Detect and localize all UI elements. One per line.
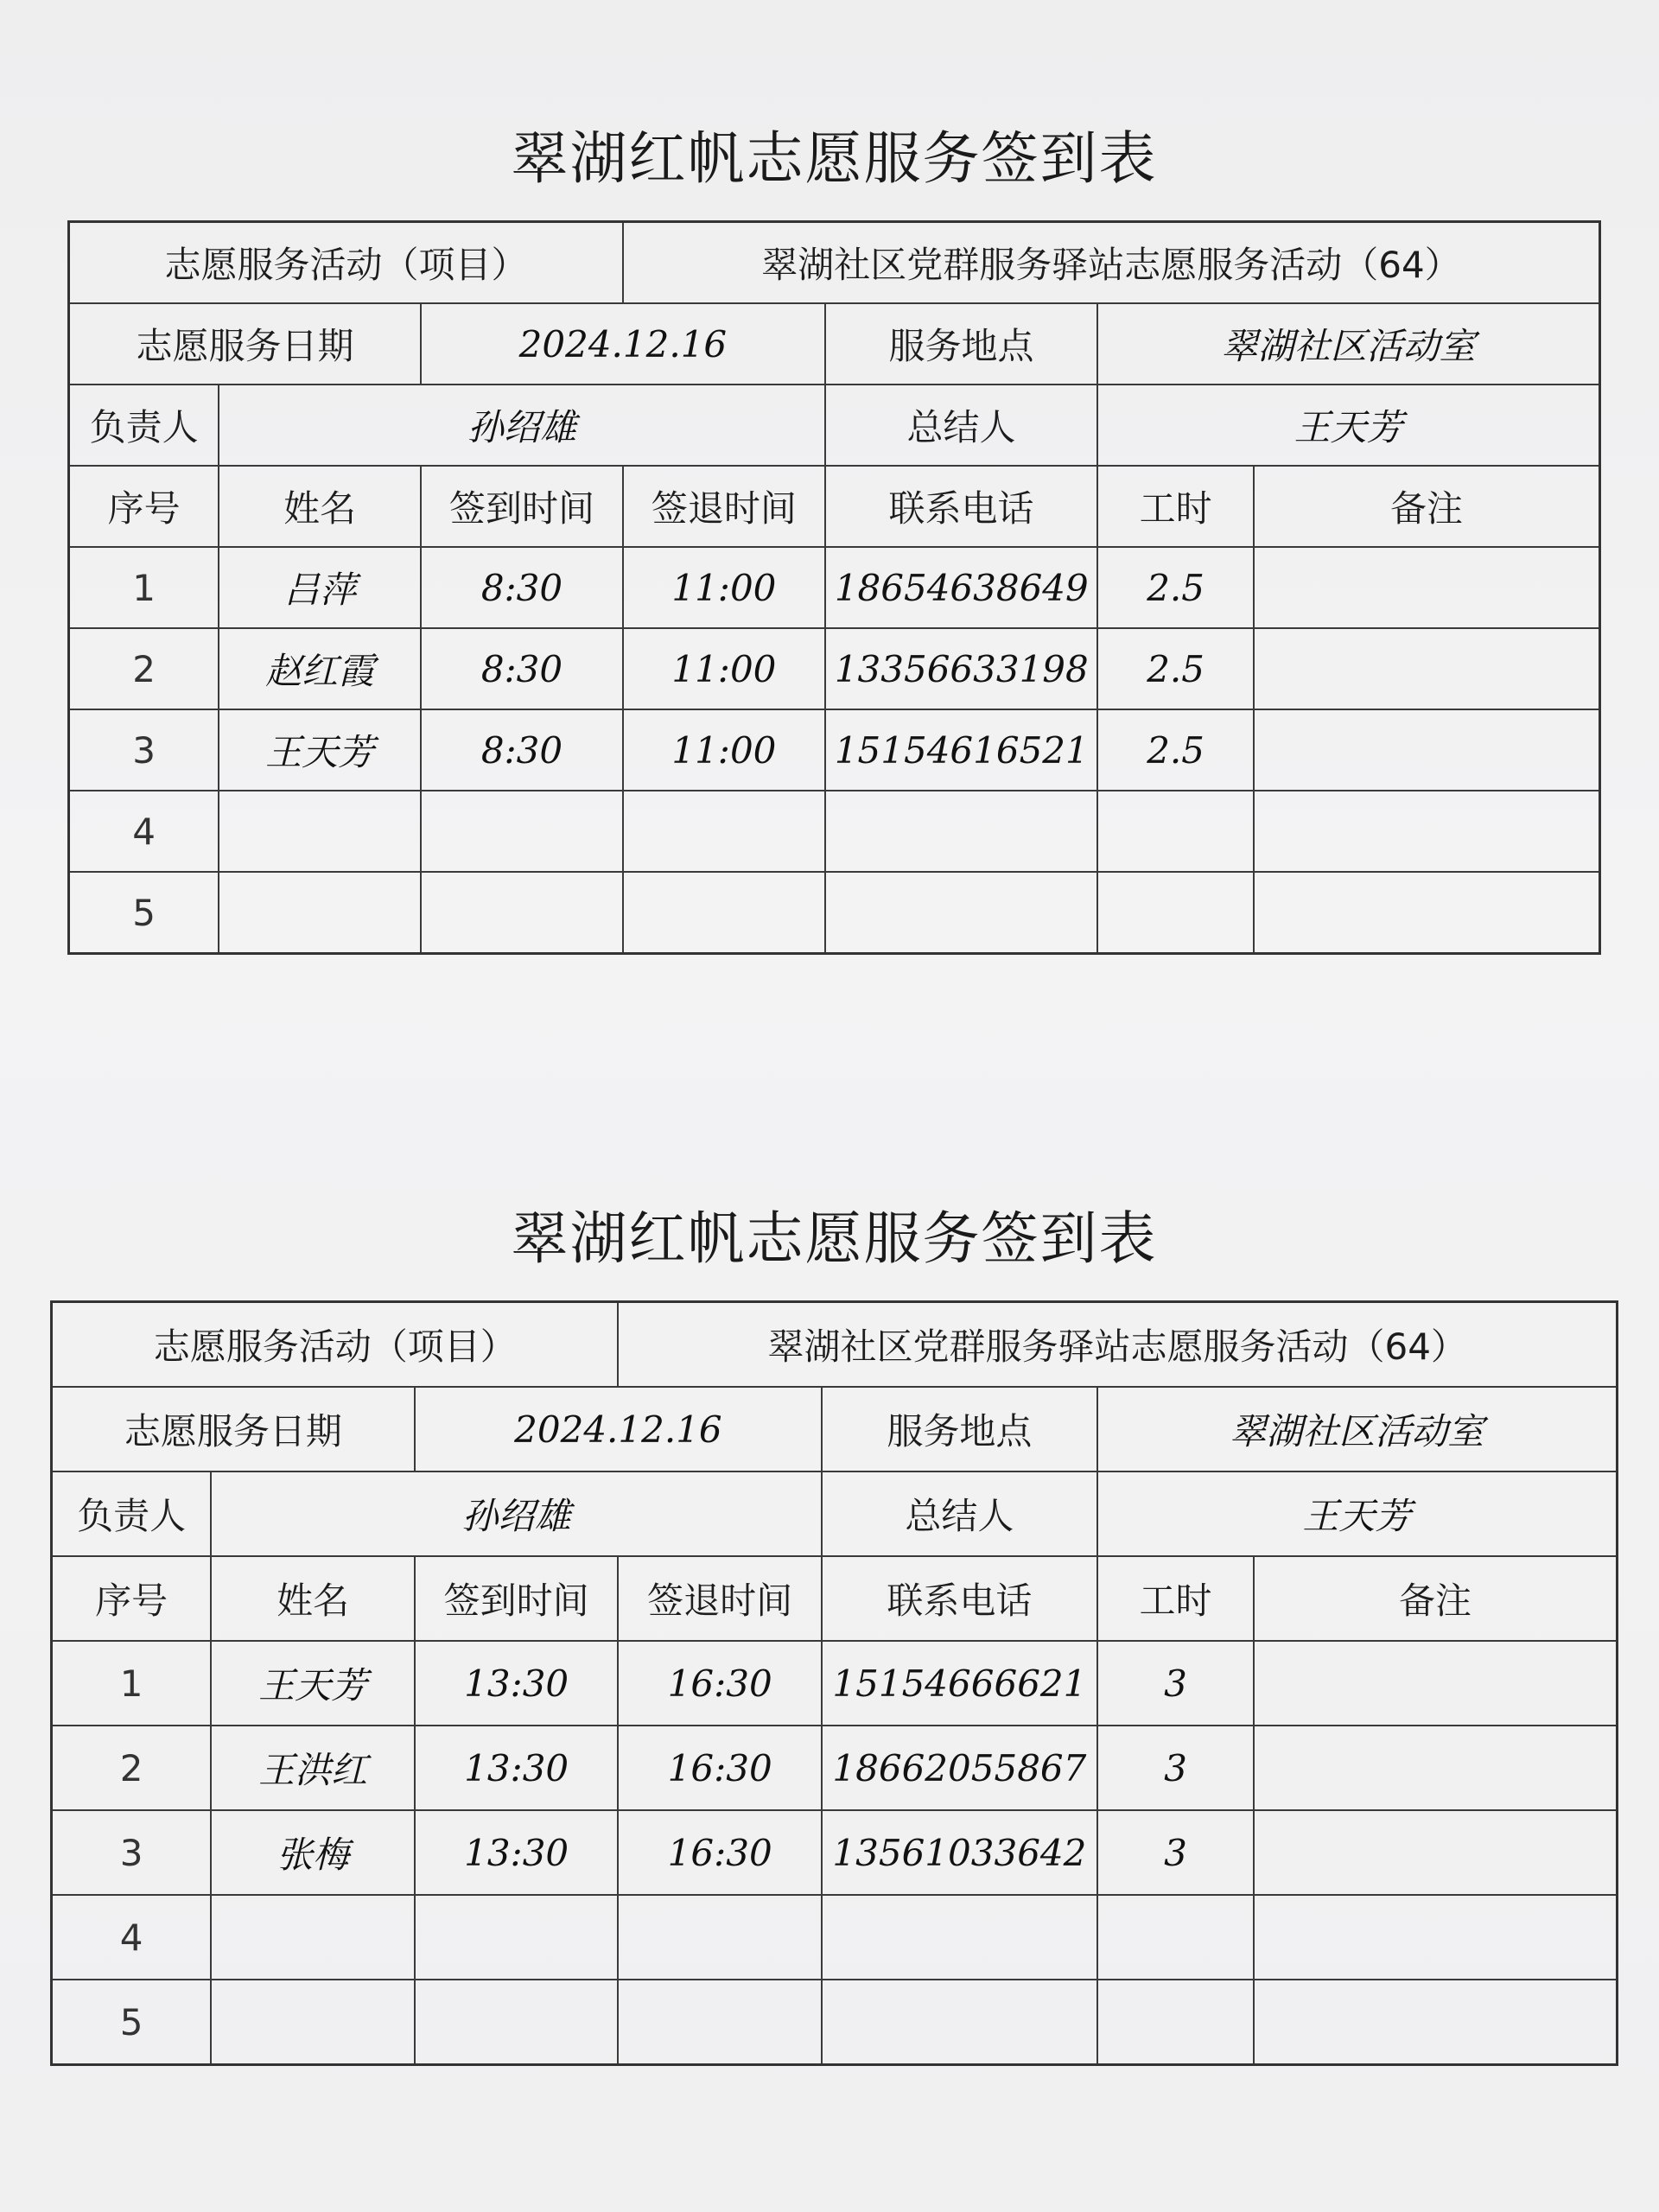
hours-cell: 3 — [1097, 1726, 1254, 1810]
summarizer-value: 王天芳 — [1097, 1471, 1618, 1556]
col-header-hours: 工时 — [1097, 1556, 1254, 1641]
col-header-name: 姓名 — [211, 1556, 415, 1641]
col-header-name: 姓名 — [219, 466, 421, 547]
col-header-seq: 序号 — [69, 466, 219, 547]
table-row — [52, 1895, 1618, 1980]
seq-cell: 4 — [52, 1895, 212, 1980]
sign-out-cell: 11:00 — [623, 628, 825, 709]
note-cell — [1254, 1895, 1617, 1980]
activity-label: 志愿服务活动（项目） — [52, 1302, 619, 1388]
phone-cell: 18654638649 — [825, 547, 1097, 628]
seq-cell: 5 — [52, 1980, 212, 2065]
seq-cell: 3 — [52, 1810, 212, 1895]
location-value: 翠湖社区活动室 — [1097, 1387, 1618, 1471]
note-cell — [1254, 791, 1600, 872]
sign-in-cell: 13:30 — [415, 1726, 619, 1810]
sign-out-cell: 16:30 — [618, 1810, 822, 1895]
sheet-title: 翠湖红帆志愿服务签到表 — [511, 1205, 1158, 1272]
note-cell — [1254, 628, 1600, 709]
note-cell — [1254, 547, 1600, 628]
leader-row — [52, 1471, 1618, 1556]
sign-in-cell — [421, 791, 623, 872]
phone-cell — [825, 872, 1097, 954]
hours-cell — [1097, 872, 1254, 954]
name-cell: 吕萍 — [219, 547, 421, 628]
table-row — [69, 628, 1600, 709]
sign-out-cell: 11:00 — [623, 709, 825, 791]
sign-out-cell — [623, 872, 825, 954]
seq-cell: 2 — [52, 1726, 212, 1810]
name-cell: 赵红霞 — [219, 628, 421, 709]
activity-value: 翠湖社区党群服务驿站志愿服务活动（64） — [623, 222, 1600, 304]
hours-cell: 3 — [1097, 1641, 1254, 1726]
sign-in-cell — [415, 1980, 619, 2065]
sheet-title: 翠湖红帆志愿服务签到表 — [511, 125, 1158, 192]
sign-in-sheet-1 — [67, 112, 1601, 955]
phone-cell — [822, 1980, 1097, 2065]
sign-in-cell: 8:30 — [421, 709, 623, 791]
sign-in-cell: 8:30 — [421, 628, 623, 709]
note-cell — [1254, 1641, 1617, 1726]
phone-cell — [825, 791, 1097, 872]
sign-in-cell — [421, 872, 623, 954]
table-row — [69, 872, 1600, 954]
activity-row — [52, 1302, 1618, 1388]
sign-in-cell: 13:30 — [415, 1810, 619, 1895]
name-cell — [211, 1895, 415, 1980]
phone-cell: 15154666621 — [822, 1641, 1097, 1726]
date-value: 2024.12.16 — [421, 303, 825, 385]
table-row — [52, 1641, 1618, 1726]
seq-cell: 3 — [69, 709, 219, 791]
table-row — [52, 1810, 1618, 1895]
sign-out-cell: 11:00 — [623, 547, 825, 628]
leader-label: 负责人 — [69, 385, 219, 466]
sign-in-cell: 8:30 — [421, 547, 623, 628]
col-header-sign-out: 签退时间 — [623, 466, 825, 547]
summarizer-label: 总结人 — [822, 1471, 1097, 1556]
name-cell: 王天芳 — [211, 1641, 415, 1726]
table-row — [52, 1726, 1618, 1810]
sign-out-cell — [618, 1980, 822, 2065]
sign-in-cell — [415, 1895, 619, 1980]
date-value: 2024.12.16 — [415, 1387, 822, 1471]
col-header-hours: 工时 — [1097, 466, 1254, 547]
activity-label: 志愿服务活动（项目） — [69, 222, 623, 304]
date-label: 志愿服务日期 — [52, 1387, 415, 1471]
phone-cell — [822, 1895, 1097, 1980]
note-cell — [1254, 709, 1600, 791]
table-row — [69, 709, 1600, 791]
seq-cell: 2 — [69, 628, 219, 709]
name-cell: 王洪红 — [211, 1726, 415, 1810]
leader-value: 孙绍雄 — [211, 1471, 822, 1556]
sign-in-table — [67, 220, 1601, 955]
hours-cell — [1097, 1895, 1254, 1980]
header-row — [69, 466, 1600, 547]
table-row — [69, 547, 1600, 628]
phone-cell: 18662055867 — [822, 1726, 1097, 1810]
date-location-row — [69, 303, 1600, 385]
phone-cell: 13356633198 — [825, 628, 1097, 709]
summarizer-value: 王天芳 — [1097, 385, 1599, 466]
name-cell — [219, 791, 421, 872]
col-header-note: 备注 — [1254, 466, 1600, 547]
seq-cell: 1 — [52, 1641, 212, 1726]
header-row — [52, 1556, 1618, 1641]
note-cell — [1254, 1810, 1617, 1895]
date-label: 志愿服务日期 — [69, 303, 422, 385]
col-header-sign-in: 签到时间 — [415, 1556, 619, 1641]
note-cell — [1254, 1726, 1617, 1810]
seq-cell: 1 — [69, 547, 219, 628]
seq-cell: 5 — [69, 872, 219, 954]
phone-cell: 15154616521 — [825, 709, 1097, 791]
sign-out-cell: 16:30 — [618, 1641, 822, 1726]
seq-cell: 4 — [69, 791, 219, 872]
table-row — [69, 791, 1600, 872]
date-location-row — [52, 1387, 1618, 1471]
sign-out-cell — [623, 791, 825, 872]
sign-out-cell: 16:30 — [618, 1726, 822, 1810]
hours-cell: 2.5 — [1097, 547, 1254, 628]
leader-label: 负责人 — [52, 1471, 212, 1556]
location-value: 翠湖社区活动室 — [1097, 303, 1599, 385]
col-header-sign-in: 签到时间 — [421, 466, 623, 547]
hours-cell: 3 — [1097, 1810, 1254, 1895]
col-header-seq: 序号 — [52, 1556, 212, 1641]
location-label: 服务地点 — [822, 1387, 1097, 1471]
sign-out-cell — [618, 1895, 822, 1980]
col-header-note: 备注 — [1254, 1556, 1617, 1641]
activity-value: 翠湖社区党群服务驿站志愿服务活动（64） — [618, 1302, 1617, 1388]
col-header-phone: 联系电话 — [825, 466, 1097, 547]
note-cell — [1254, 1980, 1617, 2065]
name-cell — [211, 1980, 415, 2065]
note-cell — [1254, 872, 1600, 954]
sign-in-table — [50, 1300, 1618, 2066]
name-cell: 王天芳 — [219, 709, 421, 791]
hours-cell — [1097, 1980, 1254, 2065]
hours-cell: 2.5 — [1097, 709, 1254, 791]
activity-row — [69, 222, 1600, 304]
leader-row — [69, 385, 1600, 466]
table-row — [52, 1980, 1618, 2065]
col-header-sign-out: 签退时间 — [618, 1556, 822, 1641]
name-cell: 张梅 — [211, 1810, 415, 1895]
col-header-phone: 联系电话 — [822, 1556, 1097, 1641]
sign-in-sheet-2 — [50, 1192, 1618, 2066]
hours-cell: 2.5 — [1097, 628, 1254, 709]
summarizer-label: 总结人 — [825, 385, 1097, 466]
sign-in-cell: 13:30 — [415, 1641, 619, 1726]
leader-value: 孙绍雄 — [219, 385, 825, 466]
name-cell — [219, 872, 421, 954]
location-label: 服务地点 — [825, 303, 1097, 385]
hours-cell — [1097, 791, 1254, 872]
phone-cell: 13561033642 — [822, 1810, 1097, 1895]
